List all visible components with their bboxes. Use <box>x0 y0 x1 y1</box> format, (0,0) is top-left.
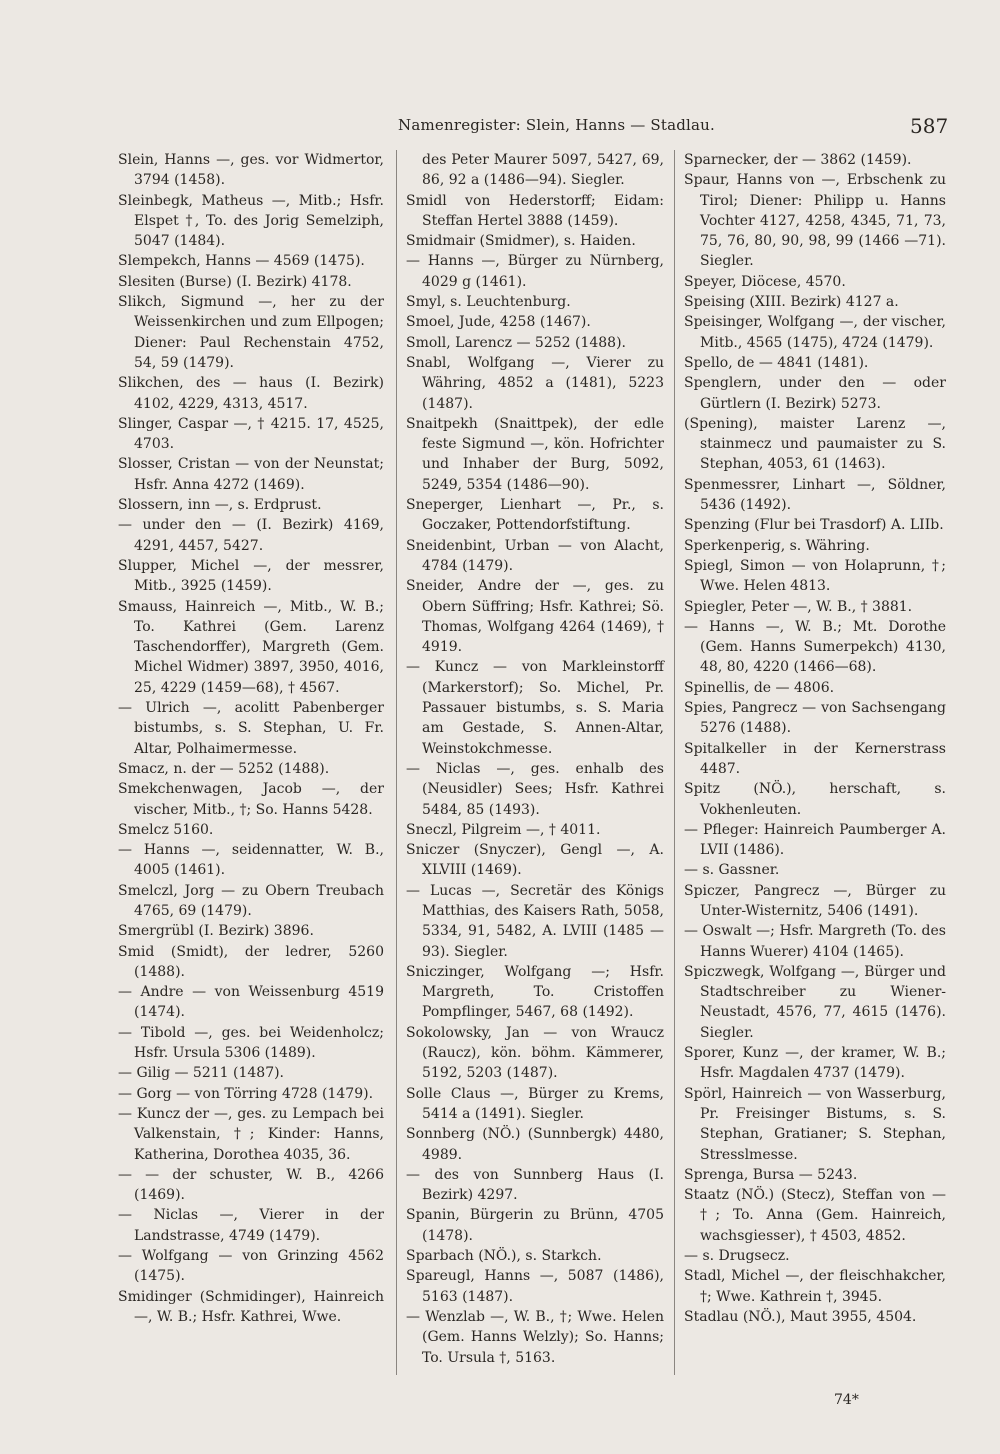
index-entry: Slempekch, Hanns — 4569 (1475). <box>118 253 365 270</box>
index-entry: Spenzing (Flur bei Trasdorf) A. LIIb. <box>684 517 944 534</box>
index-entry: Spiegl, Simon — von Holaprunn, †; Wwe. Helen 4813. <box>684 557 946 595</box>
index-entry: Spiczwegk, Wolfgang —, Bürger und Stadtschreiber zu Wiener-Neustadt, 4576, 77, 4615 (1476). Siegler. <box>684 963 946 1041</box>
index-entry: Speyer, Diöcese, 4570. <box>684 273 846 290</box>
index-entry: Slinger, Caspar —, † 4215. 17, 4525, 4703. <box>118 415 384 453</box>
index-entry: Sneczl, Pilgreim —, † 4011. <box>406 821 601 838</box>
index-entry: Sparbach (NÖ.), s. Starkch. <box>406 1248 602 1265</box>
index-entry: Smelczl, Jorg — zu Obern Treubach 4765, 69 (1479). <box>118 882 384 919</box>
index-entry: Slikch, Sigmund —, her zu der Weissenkirchen und zum Ellpogen; Diener: Paul Rechenstain 4752, 54, 59 (1479). <box>118 294 384 371</box>
index-entry: — Niclas —, Vierer in der Landstrasse, 4749 (1479). <box>118 1207 384 1244</box>
index-entry: Speising (XIII. Bezirk) 4127 a. <box>684 294 899 311</box>
index-entry: Smoel, Jude, 4258 (1467). <box>406 314 591 331</box>
index-column-3 <box>684 150 946 1327</box>
index-entry: Spaur, Hanns von —, Erbschenk zu Tirol; Diener: Philipp u. Hanns Vochter 4127, 4258, 4345, 71, 73, 75, 76, 80, 90, 98, 99 (1466 —71). Siegler. <box>684 172 946 270</box>
column-rule <box>396 150 397 1375</box>
index-entry: Sokolowsky, Jan — von Wraucz (Raucz), kön. böhm. Kämmerer, 5192, 5203 (1487). <box>406 1024 664 1082</box>
index-entry: — Oswalt —; Hsfr. Margreth (To. des Hanns Wuerer) 4104 (1465). <box>684 923 946 960</box>
index-entry: — — der schuster, W. B., 4266 (1469). <box>118 1166 384 1204</box>
index-entry: — Lucas —, Secretär des Königs Matthias, des Kaisers Rath, 5058, 5334, 91, 5482, A. LVIII (1485 —93). Siegler. <box>406 882 664 960</box>
page-number: 587 <box>910 114 949 138</box>
index-entry: Stadlau (NÖ.), Maut 3955, 4504. <box>684 1308 917 1325</box>
index-entry: — Kuncz — von Markleinstorff (Markerstorf); So. Michel, Pr. Passauer bistumbs, s. S. Maria am Gestade, S. Annen-Altar, Weinstokchmesse. <box>406 659 664 757</box>
index-entry: Smidinger (Schmidinger), Hainreich —, W. B.; Hsfr. Kathrei, Wwe. <box>118 1288 384 1325</box>
index-entry: — Hanns —, W. B.; Mt. Dorothe (Gem. Hanns Sumerpekch) 4130, 48, 80, 4220 (1466—68). <box>684 618 946 676</box>
running-head: Namenregister: Slein, Hanns — Stadlau. <box>398 116 716 134</box>
index-entry: Spiczer, Pangrecz —, Bürger zu Unter-Wisternitz, 5406 (1491). <box>684 882 946 919</box>
index-entry: Smoll, Larencz — 5252 (1488). <box>406 334 626 351</box>
index-column-1 <box>118 150 384 1327</box>
index-entry: Smid (Smidt), der ledrer, 5260 (1488). <box>118 943 384 980</box>
index-entry: Speisinger, Wolfgang —, der vischer, Mitb., 4565 (1475), 4724 (1479). <box>684 314 946 351</box>
index-entry: Spello, de — 4841 (1481). <box>684 354 869 371</box>
index-entry: — Hanns —, seidennatter, W. B., 4005 (1461). <box>118 842 384 879</box>
index-entry: Spitz (NÖ.), herschaft, s. Vokhenleuten. <box>684 781 946 818</box>
index-entry: des Peter Maurer 5097, 5427, 69, 86, 92 a (1486—94). Siegler. <box>422 152 664 189</box>
index-entry: Solle Claus —, Bürger zu Krems, 5414 a (1491). Siegler. <box>406 1085 664 1122</box>
index-entry: — Tibold —, ges. bei Weidenholcz; Hsfr. Ursula 5306 (1489). <box>118 1024 384 1062</box>
index-entry: Sparnecker, der — 3862 (1459). <box>684 152 912 168</box>
index-entry: — Wolfgang — von Grinzing 4562 (1475). <box>118 1248 384 1285</box>
index-entry: — Pfleger: Hainreich Paumberger A. LVII (1486). <box>684 821 946 859</box>
index-entry: Smelcz 5160. <box>118 821 214 838</box>
index-entry: Sniczer (Snyczer), Gengl —, A. XLVIII (1469). <box>406 842 664 879</box>
index-entry: Spitalkeller in der Kernerstrass 4487. <box>684 740 946 777</box>
index-entry: Slesiten (Burse) (I. Bezirk) 4178. <box>118 273 352 290</box>
index-column-2 <box>406 150 664 1368</box>
index-entry: — Hanns —, Bürger zu Nürnberg, 4029 g (1461). <box>406 253 664 290</box>
signature-mark: 74* <box>834 1392 859 1408</box>
index-entry: Smidmair (Smidmer), s. Haiden. <box>406 233 636 250</box>
index-entry: Snaitpekh (Snaittpek), der edle feste Sigmund —, kön. Hofrichter und Inhaber der Burg, 5092, 5249, 5354 (1486—90). <box>406 415 664 493</box>
index-entry: (Spening), maister Larenz —, stainmecz und paumaister zu S. Stephan, 4053, 61 (1463). <box>684 415 946 473</box>
index-entry: Sleinbegk, Matheus —, Mitb.; Hsfr. Elspet †, To. des Jorig Semelziph, 5047 (1484). <box>118 192 384 250</box>
index-entry: Smekchenwagen, Jacob —, der vischer, Mitb., †; So. Hanns 5428. <box>118 781 384 818</box>
index-entry: Spenglern, under den — oder Gürtlern (I. Bezirk) 5273. <box>684 375 946 412</box>
index-entry: Smauss, Hainreich —, Mitb., W. B.; To. Kathrei (Gem. Larenz Taschendorffer), Margreth (Gem. Michel Widmer) 3897, 3950, 4016, 25, 4229 (1459—68), † 4567. <box>118 598 384 696</box>
index-entry: Sperkenperig, s. Währing. <box>684 537 870 554</box>
index-entry: — s. Gassner. <box>684 862 780 879</box>
index-entry: — Gorg — von Törring 4728 (1479). <box>118 1085 374 1102</box>
index-entry: Smergrübl (I. Bezirk) 3896. <box>118 923 314 940</box>
index-entry: Snabl, Wolfgang —, Vierer zu Währing, 4852 a (1481), 5223 (1487). <box>406 354 664 412</box>
index-entry: Slossern, inn —, s. Erdprust. <box>118 497 322 514</box>
index-entry: Sneperger, Lienhart —, Pr., s. Goczaker, Pottendorfstiftung. <box>406 497 664 534</box>
index-entry: — Kuncz der —, ges. zu Lempach bei Valkenstain, †; Kinder: Hanns, Katherina, Dorothea 4035, 36. <box>118 1105 384 1163</box>
index-entry: Smacz, n. der — 5252 (1488). <box>118 760 330 777</box>
index-entry: — Andre — von Weissenburg 4519 (1474). <box>118 984 384 1021</box>
index-entry: Spörl, Hainreich — von Wasserburg, Pr. Freisinger Bistums, s. S. Stephan, Gratianer; S. Stephan, Stresslmesse. <box>684 1085 946 1163</box>
index-entry: Slikchen, des — haus (I. Bezirk) 4102, 4229, 4313, 4517. <box>118 375 384 412</box>
index-entry: Smidl von Hederstorff; Eidam: Steffan Hertel 3888 (1459). <box>406 192 664 229</box>
index-entry: — s. Drugsecz. <box>684 1248 790 1265</box>
index-entry: Spies, Pangrecz — von Sachsengang 5276 (1488). <box>684 700 946 737</box>
index-entry: — Ulrich —, acolitt Pabenberger bistumbs, s. S. Stephan, U. Fr. Altar, Polhaimermesse. <box>118 700 384 757</box>
index-entry: Sprenga, Bursa — 5243. <box>684 1166 858 1183</box>
index-entry: Slein, Hanns —, ges. vor Widmertor, 3794 (1458). <box>118 152 384 189</box>
index-entry: — Niclas —, ges. enhalb des (Neusidler) Sees; Hsfr. Kathrei 5484, 85 (1493). <box>406 760 664 818</box>
index-entry: Spenmessrer, Linhart —, Söldner, 5436 (1492). <box>684 476 946 514</box>
index-entry: Spareugl, Hanns —, 5087 (1486), 5163 (1487). <box>406 1268 664 1305</box>
index-entry: Stadl, Michel —, der fleischhakcher, †; Wwe. Kathrein †, 3945. <box>684 1268 946 1305</box>
index-entry: — under den — (I. Bezirk) 4169, 4291, 4457, 5427. <box>118 517 384 554</box>
index-entry: Staatz (NÖ.) (Stecz), Steffan von — †; To. Anna (Gem. Hainreich, wachsgiesser), † 4503, 4852. <box>684 1187 946 1244</box>
index-entry: — Gilig — 5211 (1487). <box>118 1065 285 1082</box>
index-entry: Sporer, Kunz —, der kramer, W. B.; Hsfr. Magdalen 4737 (1479). <box>684 1045 946 1082</box>
index-entry: Spiegler, Peter —, W. B., † 3881. <box>684 598 913 615</box>
index-entry: — Wenzlab —, W. B., †; Wwe. Helen (Gem. Hanns Welzly); So. Hanns; To. Ursula †, 5163. <box>406 1308 664 1366</box>
index-entry: Sniczinger, Wolfgang —; Hsfr. Margreth, To. Cristoffen Pompflinger, 5467, 68 (1492). <box>406 963 664 1021</box>
index-entry: Smyl, s. Leuchtenburg. <box>406 294 571 311</box>
index-entry: — des von Sunnberg Haus (I. Bezirk) 4297. <box>406 1166 664 1204</box>
index-entry: Sneidenbint, Urban — von Alacht, 4784 (1479). <box>406 537 664 574</box>
column-rule <box>674 150 675 1375</box>
index-entry: Sneider, Andre der —, ges. zu Obern Süffring; Hsfr. Kathrei; Sö. Thomas, Wolfgang 4264 (1469), † 4919. <box>406 578 664 656</box>
index-entry: Sonnberg (NÖ.) (Sunnbergk) 4480, 4989. <box>406 1126 664 1163</box>
index-entry: Spinellis, de — 4806. <box>684 679 835 696</box>
index-entry: Spanin, Bürgerin zu Brünn, 4705 (1478). <box>406 1207 664 1244</box>
index-entry: Slupper, Michel —, der messrer, Mitb., 3925 (1459). <box>118 557 384 595</box>
index-entry: Slosser, Cristan — von der Neunstat; Hsfr. Anna 4272 (1469). <box>118 456 384 493</box>
